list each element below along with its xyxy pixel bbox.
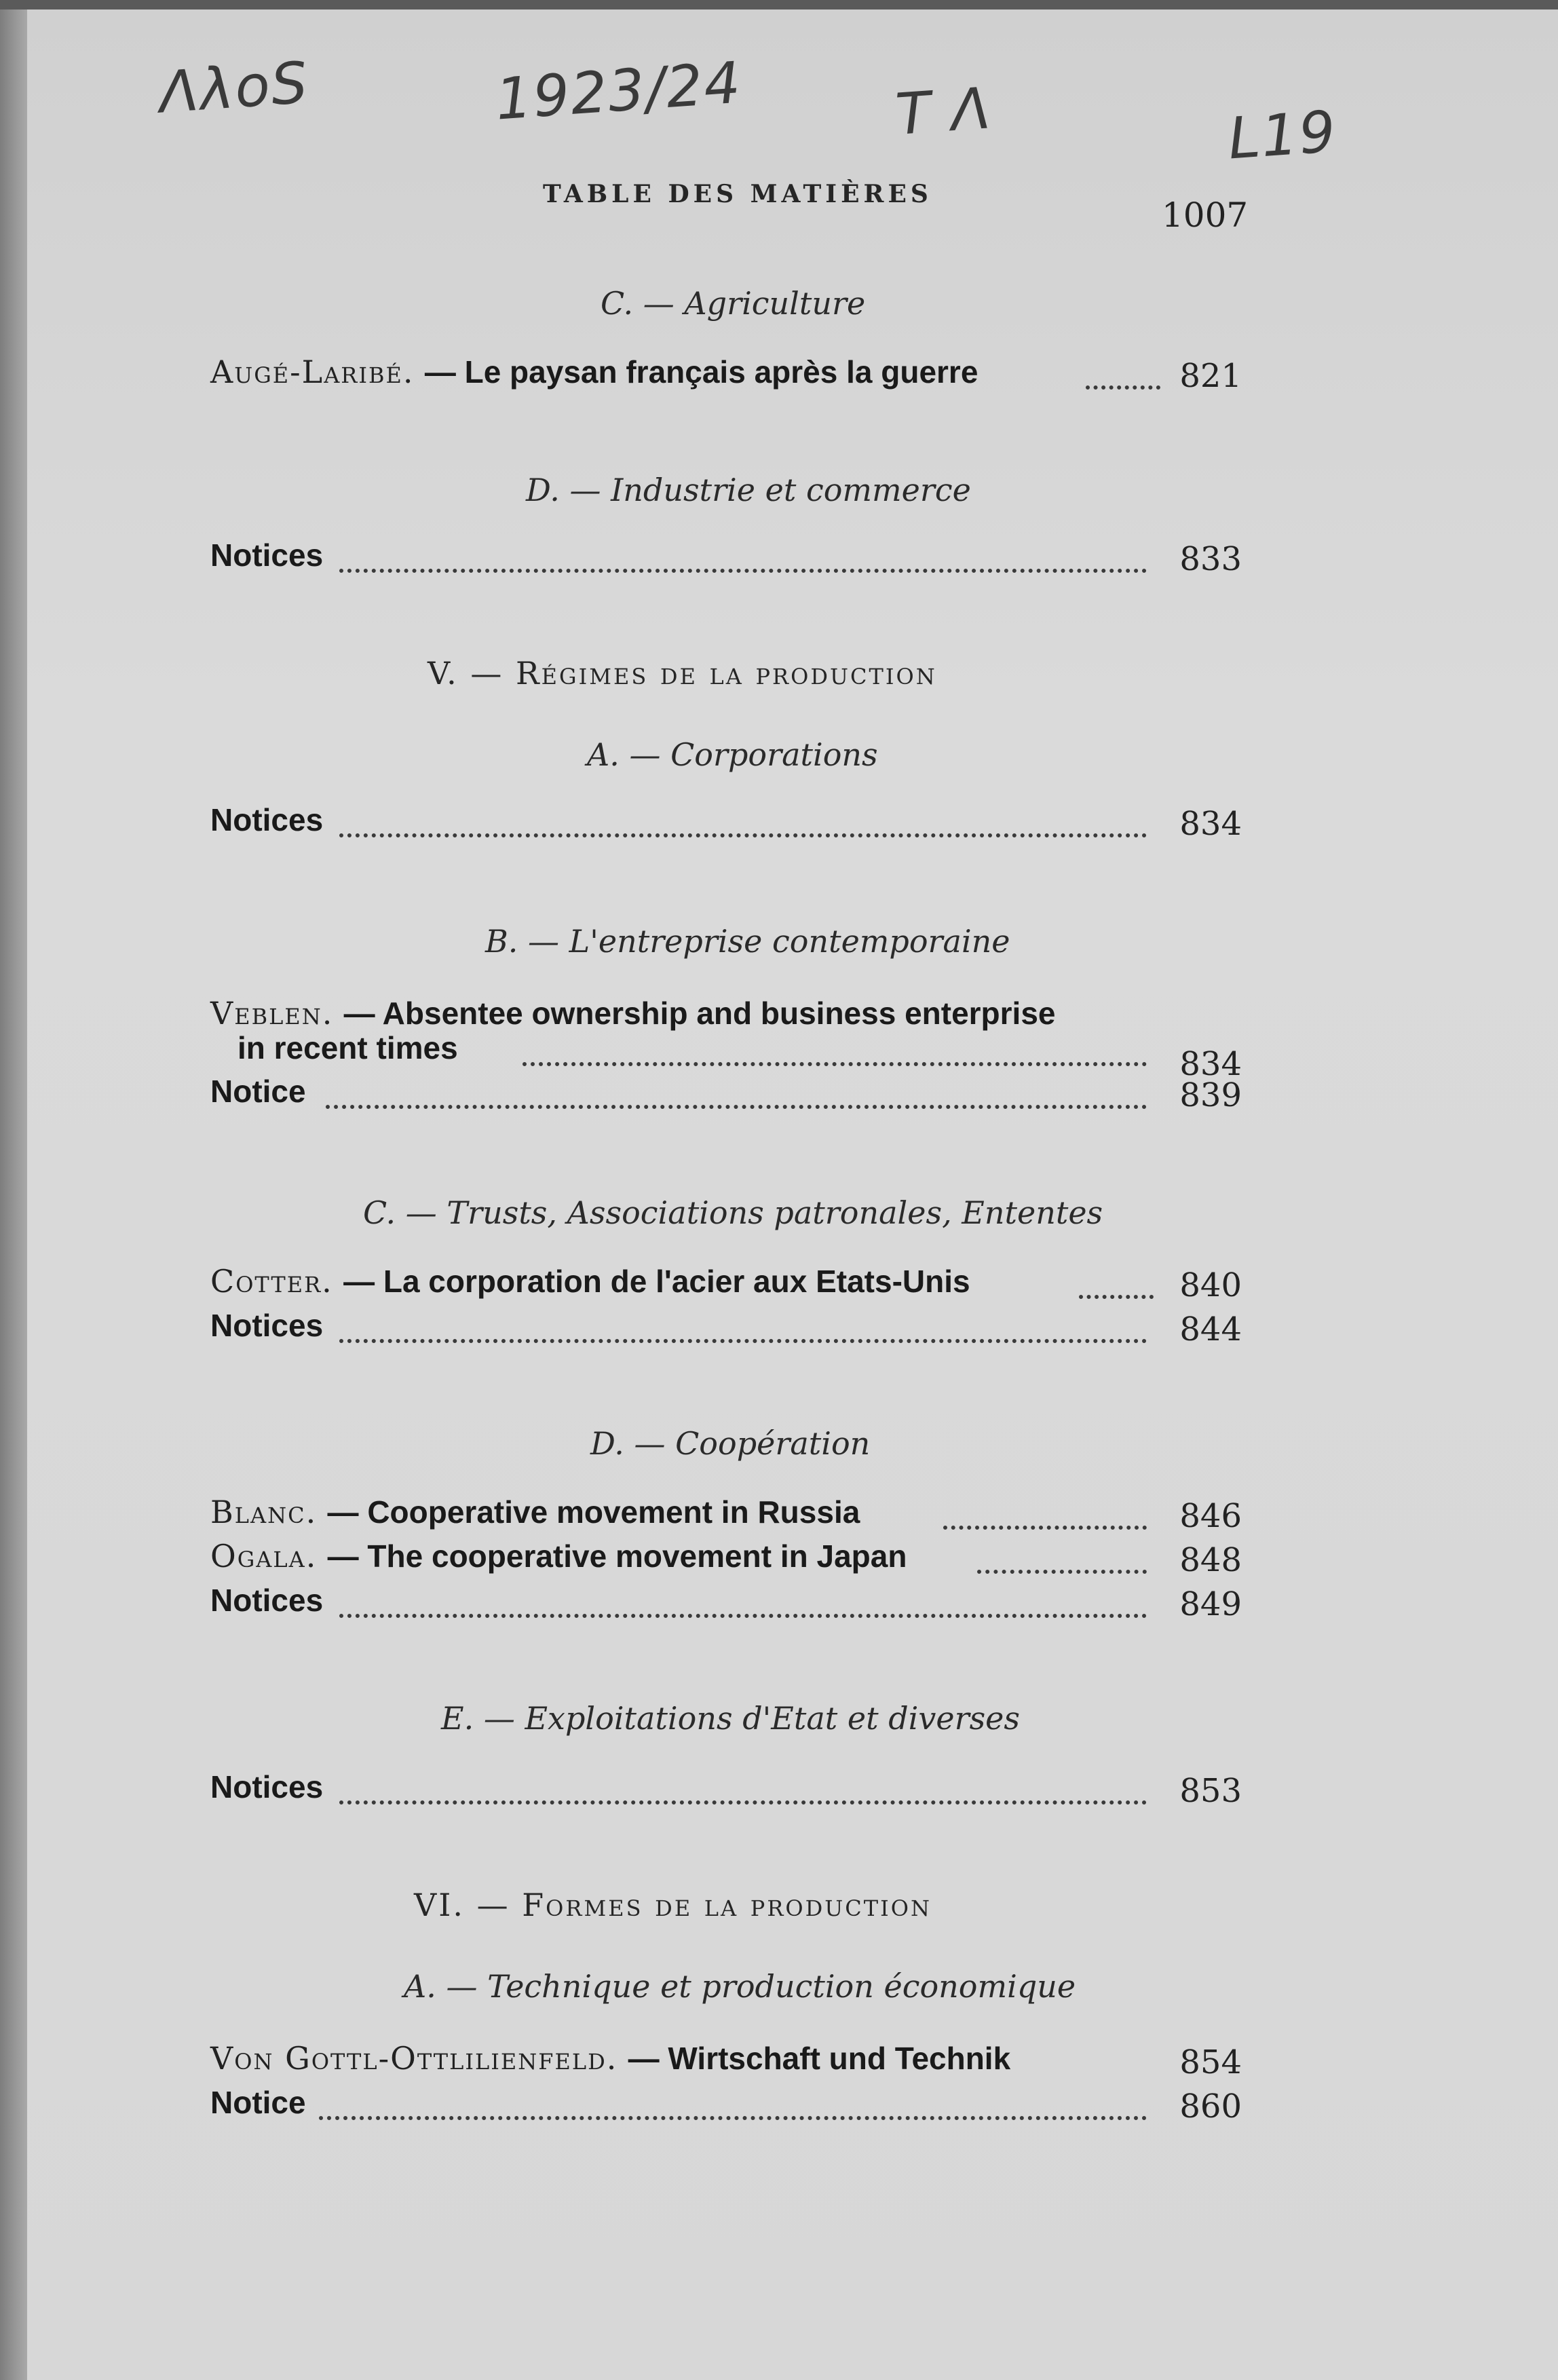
subsection-heading: A. — Corporations <box>587 736 878 773</box>
handwritten-note-1: ΛλοS <box>157 49 311 126</box>
entry-page: 854 <box>1179 2043 1242 2081</box>
scan-edge <box>0 0 1558 10</box>
dot-leader <box>1086 385 1160 390</box>
entry-page: 839 <box>1179 1076 1242 1114</box>
entry-title: — The cooperative movement in Japan <box>327 1538 907 1574</box>
toc-entry[interactable] <box>210 1768 1242 1815</box>
dot-leader <box>1079 1295 1154 1299</box>
dot-leader <box>339 1800 1147 1805</box>
dot-leader <box>339 833 1147 837</box>
dot-leader <box>339 1614 1147 1618</box>
toc-entry[interactable] <box>210 1306 1242 1354</box>
page-number: 1007 <box>1162 195 1249 235</box>
entry-page: 844 <box>1179 1310 1242 1348</box>
entry-page: 849 <box>1179 1585 1242 1623</box>
entry-title: Notices <box>210 802 324 837</box>
entry-page: 860 <box>1179 2088 1242 2126</box>
entry-title: — Le paysan français après la guerre <box>424 354 978 390</box>
toc-entry[interactable] <box>210 536 1242 584</box>
toc-entry[interactable] <box>210 2039 1242 2087</box>
entry-page: 840 <box>1179 1266 1242 1304</box>
entry-title: Notice <box>210 1074 306 1109</box>
entry-title: — Absentee ownership and business enterprise <box>343 996 1056 1031</box>
subsection-heading: B. — L'entreprise contemporaine <box>485 923 1010 960</box>
toc-entry[interactable] <box>210 2083 1242 2131</box>
entry-author: Veblen. <box>210 995 334 1032</box>
subsection-heading: C. — Agriculture <box>601 285 866 322</box>
dot-leader <box>339 1339 1147 1343</box>
entry-author: Von Gottl-Ottlilienfeld. <box>210 2040 618 2077</box>
toc-entry[interactable] <box>210 1072 1242 1120</box>
entry-title: Notice <box>210 2085 306 2120</box>
page-title: TABLE DES MATIÈRES <box>543 180 932 208</box>
toc-entry[interactable] <box>210 1493 1242 1541</box>
entry-title: Notices <box>210 1769 324 1805</box>
entry-page: 848 <box>1179 1541 1242 1579</box>
dot-leader <box>339 569 1147 573</box>
toc-entry[interactable] <box>210 353 1242 400</box>
entry-title: — Cooperative movement in Russia <box>327 1494 860 1530</box>
entry-author: Ogala. <box>210 1538 318 1574</box>
entry-title: Notices <box>210 1308 324 1343</box>
handwritten-note-4: L19 <box>1226 98 1339 172</box>
subsection-heading: A. — Technique et production économique <box>404 1968 1076 2005</box>
dot-leader <box>326 1105 1147 1109</box>
toc-entry[interactable] <box>210 1537 1242 1585</box>
entry-page: 821 <box>1179 357 1242 395</box>
subsection-heading: C. — Trusts, Associations patronales, Ententes <box>363 1194 1103 1231</box>
toc-entry[interactable] <box>210 1262 1242 1310</box>
handwritten-note-3: T Λ <box>893 75 994 148</box>
entry-title: — La corporation de l'acier aux Etats-Unis <box>343 1264 970 1299</box>
entry-page: 846 <box>1179 1497 1242 1535</box>
part-heading: VI. — Formes de la production <box>414 1887 932 1923</box>
entry-author: Augé-Laribé. <box>210 354 415 390</box>
entry-title: Notices <box>210 1583 324 1618</box>
dot-leader <box>977 1570 1147 1574</box>
entry-title: Notices <box>210 537 324 573</box>
handwritten-note-2: 1923/24 <box>493 49 744 133</box>
toc-entry[interactable] <box>210 994 1242 1082</box>
entry-page: 834 <box>1179 805 1242 843</box>
part-heading: V. — Régimes de la production <box>428 655 937 692</box>
toc-entry[interactable] <box>210 1581 1242 1629</box>
dot-leader <box>522 1062 1147 1066</box>
entry-title-continued: in recent times <box>238 1030 458 1065</box>
entry-author: Cotter. <box>210 1263 333 1300</box>
entry-page: 834 <box>1179 1045 1242 1083</box>
subsection-heading: D. — Industrie et commerce <box>526 472 971 508</box>
entry-author: Blanc. <box>210 1494 318 1530</box>
entry-page: 853 <box>1179 1772 1242 1810</box>
entry-title: — Wirtschaft und Technik <box>628 2041 1011 2076</box>
entry-page: 833 <box>1179 540 1242 578</box>
subsection-heading: E. — Exploitations d'Etat et diverses <box>441 1700 1020 1737</box>
toc-entry[interactable] <box>210 801 1242 848</box>
dot-leader <box>319 2116 1147 2120</box>
dot-leader <box>943 1526 1147 1530</box>
subsection-heading: D. — Coopération <box>590 1425 871 1462</box>
